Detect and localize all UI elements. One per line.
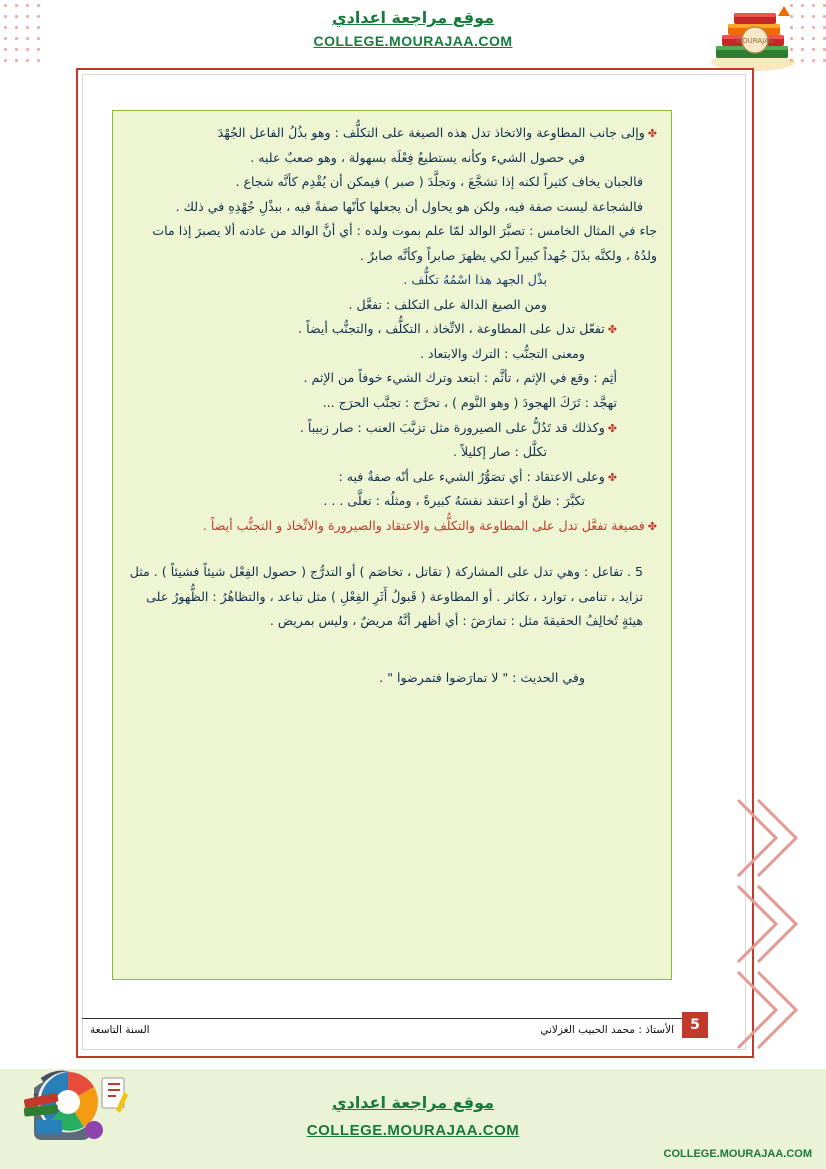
content-line: بذْل الجهد هذا اسْمُهُ تكلُّف . xyxy=(403,272,547,288)
chevron-decoration-icon xyxy=(730,790,816,1060)
content-spacer xyxy=(127,634,657,656)
site-title: موقع مراجعة اعدادي xyxy=(331,8,495,27)
content-line: تهجَّد : تَرَكَ الهجودَ ( وهو النَّوم ) ، تحرَّج : تجنَّب الحرَج ... xyxy=(322,395,617,411)
flower-bullet-icon: ✤ xyxy=(607,323,617,337)
flower-bullet-icon: ✤ xyxy=(647,519,657,533)
site-url: COLLEGE.MOURAJAA.COM xyxy=(313,33,513,49)
lesson-content-box xyxy=(112,110,672,980)
footer-level: السنة التاسعة xyxy=(90,1024,150,1036)
content-line: تكبَّرَ : ظنَّ أو اعتقد نفسَهُ كبيرةً ، ومثلُه : تعلَّى . . . xyxy=(323,493,585,509)
top-banner xyxy=(0,0,826,66)
content-line: ✤تفعّل تدل على المطاوعة ، الاتِّخاذ ، التكلُّف ، والتجنُّب أيضاً . xyxy=(298,321,617,337)
content-line: وفي الحديث : " لا تمارَضوا فتمرضوا " . xyxy=(379,669,585,685)
content-line: 5 . تفاعل : وهي تدل على المشاركة ( تقاتل ، تخاصَم ) أو التدرُّج ( حصول الفِعْل شيئاً فشيئاً ) . مثل تزايد ، تنامى ، توارد ، تكاثر . أو المطاوعة ( قَبولُ أَثَرِ الفِعْلِ ) مثل تباعد ، والتظاهُرُ : الظُّهورُ على هيئةٍ تُخالِفُ الحقيقةَ مثل : تمارَضَ : أي أظهر أنَّهُ مريضٌ ، وليس بمريض . xyxy=(129,564,643,629)
content-line: فالجبان يخاف كثيراً لكنه إذا تشجَّعَ ، وتجلَّدَ ( صبر ) فيمكن أن يُقْدِم كأنَّه شجاع . xyxy=(235,174,643,190)
document-footer xyxy=(82,1018,682,1045)
footer-site-url: COLLEGE.MOURAJAA.COM xyxy=(306,1122,520,1139)
school-supplies-icon xyxy=(16,1050,136,1145)
content-line: ومن الصيغ الدالة على التكلف : تفعَّل . xyxy=(348,296,547,312)
content-line: ✤فصيغة تفعَّل تدل على المطاوعة والتكلُّف والاعتقاد والصيرورة والاتِّخاذ و التجنُّب أيضاً . xyxy=(202,517,657,533)
footer-teacher-name: الأستاذ : محمد الحبيب الغزلاني xyxy=(540,1024,674,1036)
footer-watermark-url: COLLEGE.MOURAJAA.COM xyxy=(663,1148,812,1160)
flower-bullet-icon: ✤ xyxy=(607,470,617,484)
footer-site-title: موقع مراجعة اعدادي xyxy=(331,1093,495,1112)
content-line: ✤وعلى الاعتقاد : أي تصَوُّرُ الشيء على أنّه صفةٌ فيه : xyxy=(338,468,617,484)
content-line: ✤وكذلك قد تَدُلُّ على الصيرورة مثل تزبَّبَ العنب : صار زبيباً . xyxy=(299,419,617,435)
content-line: جاء في المثال الخامس : تصبَّرَ الوالد لمّا علم بموت ولده : أي أنَّ الوالد من عادته ألا يصبرَ إذا مات ولدُهُ ، ولكنَّه بذَلَ جُهداً كبيراً لكي يظهرَ صابراً وكأنَّه صابرٌ . xyxy=(152,223,657,263)
flower-bullet-icon: ✤ xyxy=(647,127,657,140)
books-logo-icon xyxy=(698,2,808,74)
content-line: ومعنى التجنُّب : الترك والابتعاد . xyxy=(420,345,585,361)
content-line: في حصول الشيء وكأنه يستطيعُ فِعْلَه بسهولة ، وهو صعبٌ عليه . xyxy=(250,149,585,165)
content-line: أثِم : وقع في الإثم ، تأثَّم : ابتعد وترك الشيء خوفاً من الإثم . xyxy=(303,370,617,386)
content-line: تكلَّل : صار إكليلاً . xyxy=(452,444,547,460)
content-line: فالشجاعة ليست صفة فيه، ولكن هو يحاول أن يجعلها كأنّها صفةً فيه ، ببذْلِ جُهْدِهِ في ذلك . xyxy=(175,198,643,214)
content-spacer xyxy=(127,656,657,666)
page-number-badge: 5 xyxy=(682,1012,708,1038)
content-spacer xyxy=(127,538,657,560)
content-line: ✤وإلى جانب المطاوعة والاتخاذ تدل هذه الصيغة على التكلُّف : وهو بذُلُ الفاعل الجُهْدَ xyxy=(217,125,657,140)
svg-text:MOURAJAA: MOURAJAA xyxy=(736,37,774,45)
flower-bullet-icon: ✤ xyxy=(607,421,617,435)
